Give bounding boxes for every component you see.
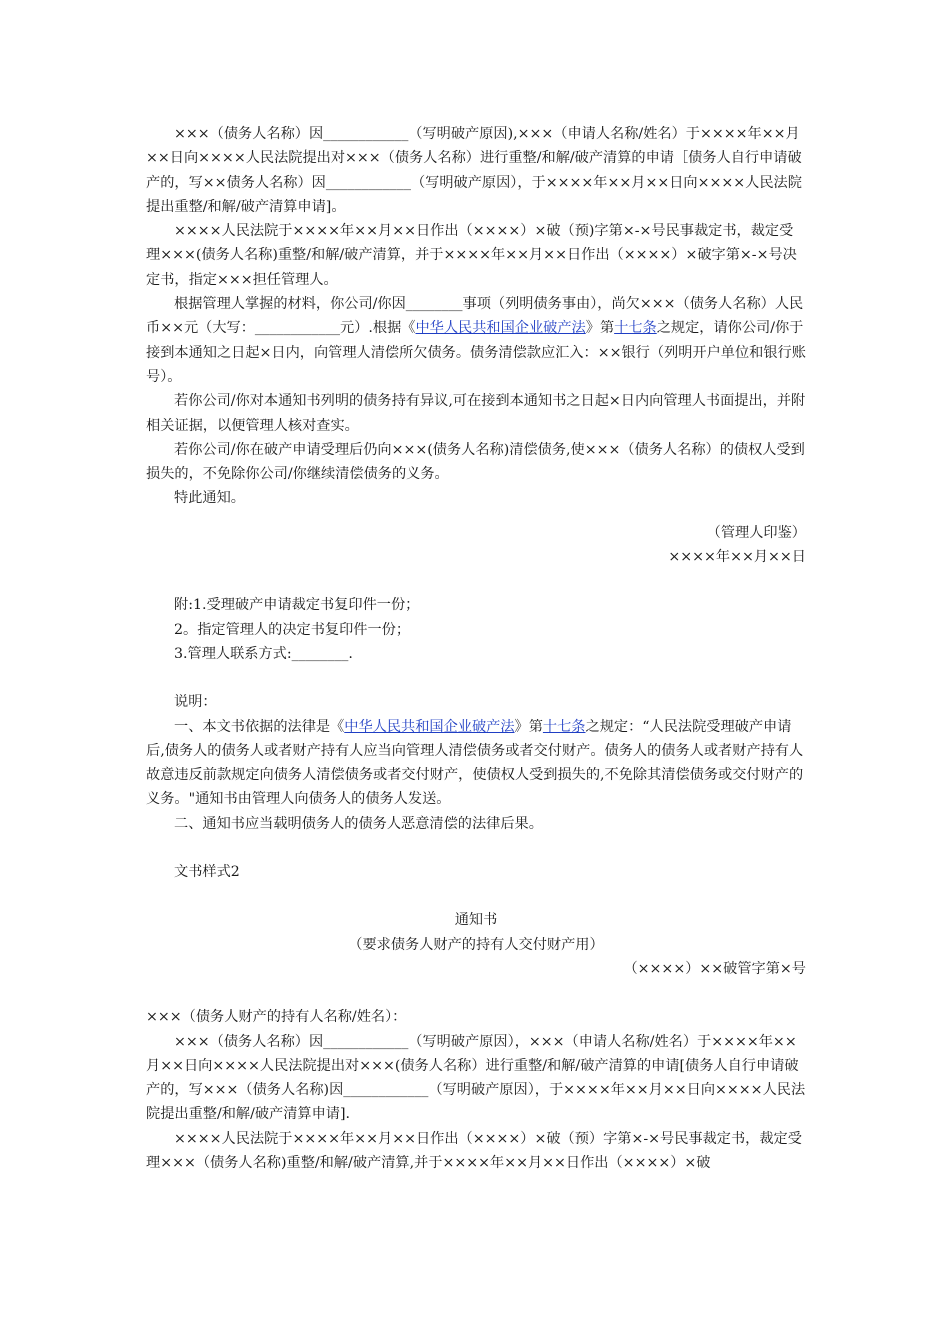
note-item: 二、通知书应当载明债务人的债务人恶意清偿的法律后果。 (174, 815, 543, 832)
text-run: 一、本文书依据的法律是《 (174, 718, 345, 735)
text-run: 之规定，请你公司/你于接到本通知之日起×日内，向管理人清偿所欠债务。债务清偿款应汇入：××银行（列明开户单位和银行账号）。 (146, 320, 806, 385)
text-run: 根据管理人掌握的材料，你公司/你因________事项（列明债务事由），尚欠×××（债务人名称）人民币××元（大写：____________元）.根据《 (146, 296, 804, 337)
paragraph: ×××（债务人名称）因____________（写明破产原因），×××（申请人名称/姓名）于××××年××月××日向××××人民法院提出对×××(债务人名称）进行重整/和解/破产清算的申请[债务人自行申请破产的，写×××（债务人名称)因____________（写明破产原因），于××××年××月××日向××××人民法院提出重整/和解/破产清算申请]. (146, 1033, 806, 1123)
document-subtitle: （要求债务人财产的持有人交付财产用） (348, 936, 604, 953)
paragraph: ××××人民法院于××××年××月××日作出（××××）×破（预）字第×-×号民事裁定书，裁定受理×××（债务人名称)重整/和解/破产清算,并于××××年××月××日作出（××××）×破 (146, 1130, 802, 1171)
article-link[interactable]: 十七条 (542, 718, 586, 735)
attachment-item: 3.管理人联系方式:________. (174, 645, 353, 662)
date-line: ××××年××月××日 (668, 549, 806, 566)
text-run: 之规定：“人民法院受理破产申请后,债务人的债务人或者财产持有人应当向管理人清偿债务或者交付财产。债务人的债务人或者财产持有人故意违反前款规定向债务人清偿债务或者交付财产，使债权人受到损失的,不免除其清偿债务或交付财产的义务。"通知书由管理人向债务人的债务人发送。 (146, 718, 804, 808)
closing-text: 特此通知。 (174, 490, 245, 507)
law-link[interactable]: 中华人民共和国企业破产法 (415, 320, 586, 337)
form-label: 文书样式2 (174, 864, 240, 881)
seal-note: （管理人印鉴） (706, 524, 806, 541)
paragraph: ×××（债务人名称）因____________（写明破产原因),×××（申请人名称/姓名）于××××年××月××日向××××人民法院提出对×××（债务人名称）进行重整/和解/破产清算的申请［债务人自行申请破产的，写××债务人名称）因____________（写明破产原因），于××××年××月××日向××××人民法院提出重整/和解/破产清算申请]。 (146, 126, 802, 215)
attachment-item: 2。指定管理人的决定书复印件一份； (174, 621, 411, 638)
law-link[interactable]: 中华人民共和国企业破产法 (344, 718, 515, 735)
paragraph (146, 292, 806, 389)
paragraph: 若你公司/你在破产申请受理后仍向×××(债务人名称)清偿债务,使×××（债务人名称）的债权人受到损失的，不免除你公司/你继续清偿债务的义务。 (146, 441, 805, 483)
text-run: 》第 (585, 320, 615, 337)
text-run: 》第 (514, 718, 543, 735)
document-page (146, 122, 806, 1175)
paragraph: ××××人民法院于××××年××月××日作出（××××）×破（预)字第×-×号民事裁定书，裁定受理×××(债务人名称)重整/和解/破产清算，并于××××年××月××日作出（××××）×破字第×-×号决定书，指定×××担任管理人。 (146, 223, 797, 288)
attachment-item: 附:1.受理破产申请裁定书复印件一份； (174, 597, 420, 614)
note-item (146, 715, 806, 812)
notes-heading: 说明： (174, 694, 217, 711)
addressee: ×××（债务人财产的持有人名称/姓名）： (146, 1009, 407, 1026)
article-link[interactable]: 十七条 (614, 320, 657, 337)
document-title: 通知书 (454, 912, 498, 929)
document-number: （××××）××破管字第×号 (623, 960, 806, 977)
paragraph: 若你公司/你对本通知书列明的债务持有异议,可在接到本通知书之日起×日内向管理人书面提出，并附相关证据，以便管理人核对查实。 (146, 393, 806, 434)
